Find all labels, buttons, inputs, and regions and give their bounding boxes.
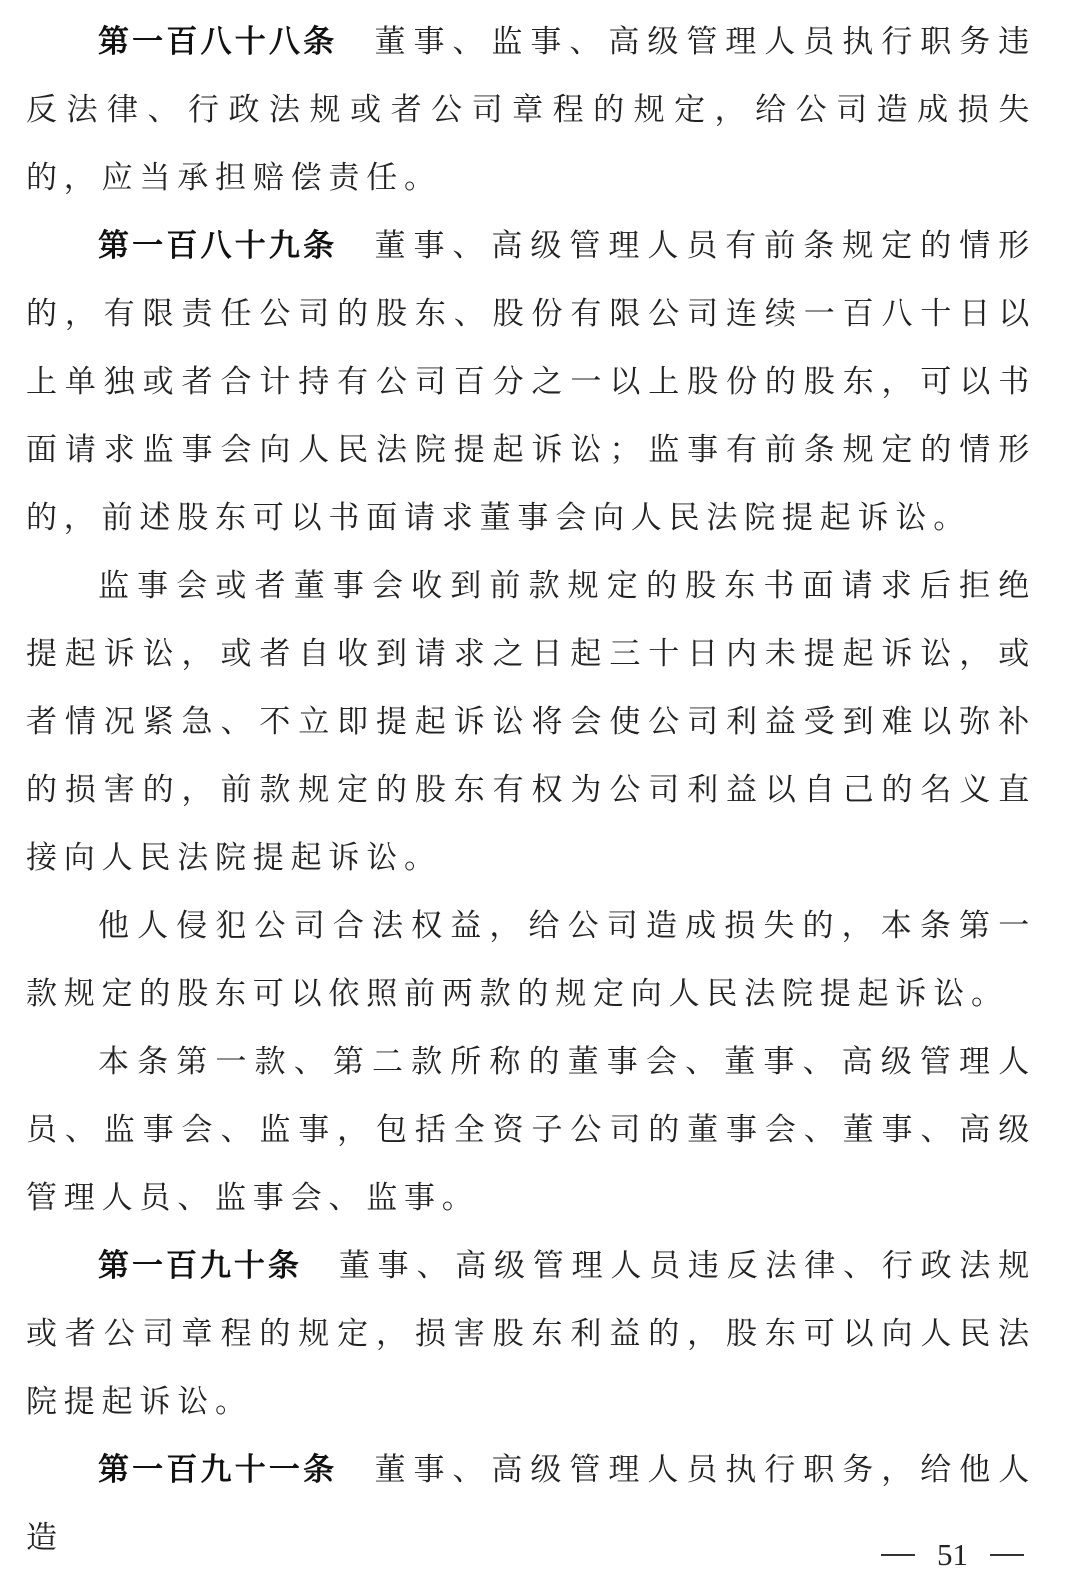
document-page	[26, 0, 1036, 1596]
article-heading: 第一百九十一条	[98, 1452, 338, 1488]
paragraph-article-190	[26, 1232, 1036, 1436]
paragraph-text: 本条第一款、第二款所称的董事会、董事、高级管理人员、监事会、监事，包括全资子公司的董事会、董事、高级管理人员、监事会、监事。	[26, 1044, 1036, 1216]
paragraph-text: 董事、高级管理人员执行职务，给他人造	[26, 1452, 1036, 1556]
paragraph-text: 监事会或者董事会收到前款规定的股东书面请求后拒绝提起诉讼，或者自收到请求之日起三十日内未提起诉讼，或者情况紧急、不立即提起诉讼将会使公司利益受到难以弥补的损害的，前款规定的股东有权为公司利益以自己的名义直接向人民法院提起诉讼。	[26, 568, 1036, 876]
article-heading: 第一百九十条	[98, 1248, 302, 1284]
page-number: 51	[937, 1537, 968, 1572]
article-heading: 第一百八十九条	[98, 228, 338, 264]
paragraph-text: 董事、高级管理人员违反法律、行政法规或者公司章程的规定，损害股东利益的，股东可以向人民法院提起诉讼。	[26, 1248, 1036, 1420]
paragraph-text: 他人侵犯公司合法权益，给公司造成损失的，本条第一款规定的股东可以依照前两款的规定向人民法院提起诉讼。	[26, 908, 1036, 1012]
footer-dash-left	[881, 1554, 915, 1556]
paragraph-text: 董事、高级管理人员有前条规定的情形的，有限责任公司的股东、股份有限公司连续一百八十日以上单独或者合计持有公司百分之一以上股份的股东，可以书面请求监事会向人民法院提起诉讼；监事有前条规定的情形的，前述股东可以书面请求董事会向人民法院提起诉讼。	[26, 228, 1036, 536]
paragraph-article-189	[26, 212, 1036, 552]
article-heading: 第一百八十八条	[98, 24, 338, 60]
paragraph-article-189-clause-3	[26, 892, 1036, 1028]
footer-dash-right	[990, 1554, 1024, 1556]
page-footer	[881, 1530, 1024, 1580]
paragraph-article-189-clause-4	[26, 1028, 1036, 1232]
paragraph-text: 董事、监事、高级管理人员执行职务违反法律、行政法规或者公司章程的规定，给公司造成损失的，应当承担赔偿责任。	[26, 24, 1036, 196]
paragraph-article-189-clause-2	[26, 552, 1036, 892]
paragraph-article-188	[26, 8, 1036, 212]
